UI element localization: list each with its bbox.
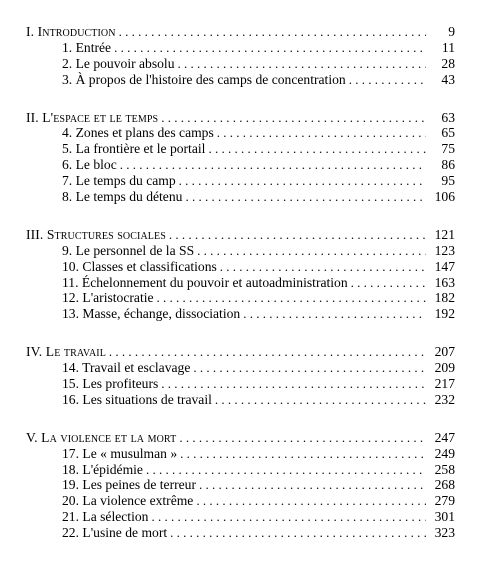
dot-leader: [109, 344, 426, 360]
dot-leader: [157, 290, 426, 306]
toc-chapter-entry: [26, 189, 455, 205]
page-number: 279: [434, 493, 455, 509]
dot-leader: [199, 477, 426, 493]
page-number: 43: [441, 71, 455, 87]
toc-chapter-entry: [26, 462, 455, 478]
toc-part-entry: [26, 110, 455, 126]
chapter-title: 4. Zones et plans des camps: [62, 125, 214, 141]
page-number: 75: [441, 141, 455, 157]
page-number: 147: [434, 258, 455, 274]
toc-chapter-entry: [26, 125, 455, 141]
page-number: 258: [434, 461, 455, 477]
dot-leader: [114, 40, 426, 56]
page-number: 249: [434, 445, 455, 461]
chapter-title: 13. Masse, échange, dissociation: [62, 306, 241, 322]
page-number: 65: [441, 125, 455, 141]
toc-chapter-entry: [26, 173, 455, 189]
dot-leader: [243, 306, 426, 322]
page-number: 86: [441, 157, 455, 173]
page-number: 163: [434, 274, 455, 290]
toc-part-entry: [26, 344, 455, 360]
chapter-title: 12. L'aristocratie: [62, 290, 154, 306]
page-number: 192: [434, 306, 455, 322]
chapter-title: 19. Les peines de terreur: [62, 477, 196, 493]
chapter-title: 22. L'usine de mort: [62, 525, 168, 541]
dot-leader: [119, 24, 426, 40]
dot-leader: [351, 275, 426, 291]
toc-section: [26, 227, 455, 322]
chapter-title: 3. À propos de l'histoire des camps de concentration: [62, 71, 346, 87]
chapter-title: 11. Échelonnement du pouvoir et autoadministration: [62, 274, 348, 290]
toc-chapter-entry: [26, 493, 455, 509]
dot-leader: [193, 360, 426, 376]
dot-leader: [197, 243, 426, 259]
page-number: 247: [434, 429, 455, 445]
page-number: 232: [434, 391, 455, 407]
chapter-title: 2. Le pouvoir absolu: [62, 55, 175, 71]
page-number: 9: [448, 24, 455, 39]
part-title: II. L'espace et le temps: [26, 109, 159, 125]
chapter-title: 21. La sélection: [62, 509, 149, 525]
page-number: 95: [441, 173, 455, 189]
page-number: 28: [441, 55, 455, 71]
page-number: 123: [434, 242, 455, 258]
chapter-title: 20. La violence extrême: [62, 493, 194, 509]
dot-leader: [179, 430, 426, 446]
page-number: 301: [434, 509, 455, 525]
dot-leader: [220, 259, 426, 275]
dot-leader: [185, 189, 426, 205]
chapter-title: 7. Le temps du camp: [62, 173, 176, 189]
toc-chapter-entry: [26, 141, 455, 157]
toc-chapter-entry: [26, 446, 455, 462]
toc-chapter-entry: [26, 275, 455, 291]
dot-leader: [151, 509, 426, 525]
page-number: 11: [441, 39, 455, 55]
toc-chapter-entry: [26, 392, 455, 408]
toc-section: [26, 430, 455, 541]
toc-chapter-entry: [26, 72, 455, 88]
dot-leader: [169, 227, 426, 243]
toc-section: [26, 110, 455, 205]
chapter-title: 16. Les situations de travail: [62, 391, 212, 407]
table-of-contents: [26, 24, 455, 563]
dot-leader: [161, 110, 426, 126]
page-number: 182: [434, 290, 455, 306]
page-number: 209: [434, 360, 455, 376]
page-number: 121: [434, 226, 455, 242]
toc-chapter-entry: [26, 243, 455, 259]
page-number: 323: [434, 525, 455, 541]
toc-chapter-entry: [26, 376, 455, 392]
chapter-title: 6. Le bloc: [62, 157, 117, 173]
dot-leader: [349, 72, 426, 88]
toc-part-entry: [26, 24, 455, 40]
dot-leader: [217, 125, 426, 141]
part-title: IV. Le travail: [26, 344, 106, 360]
toc-section: [26, 344, 455, 408]
chapter-title: 9. Le personnel de la SS: [62, 242, 195, 258]
toc-section: [26, 24, 455, 88]
toc-chapter-entry: [26, 157, 455, 173]
dot-leader: [208, 141, 426, 157]
toc-chapter-entry: [26, 306, 455, 322]
toc-chapter-entry: [26, 56, 455, 72]
dot-leader: [196, 493, 426, 509]
toc-chapter-entry: [26, 477, 455, 493]
toc-part-entry: [26, 430, 455, 446]
dot-leader: [170, 525, 426, 541]
chapter-title: 17. Le « musulman »: [62, 445, 178, 461]
part-title: V. La violence et la mort: [26, 429, 177, 445]
page-number: 268: [434, 477, 455, 493]
dot-leader: [146, 462, 426, 478]
chapter-title: 1. Entrée: [62, 39, 112, 55]
toc-chapter-entry: [26, 525, 455, 541]
toc-chapter-entry: [26, 290, 455, 306]
toc-chapter-entry: [26, 360, 455, 376]
dot-leader: [180, 446, 426, 462]
dot-leader: [120, 157, 426, 173]
chapter-title: 8. Le temps du détenu: [62, 189, 183, 205]
toc-part-entry: [26, 227, 455, 243]
chapter-title: 10. Classes et classifications: [62, 258, 217, 274]
page-number: 207: [434, 344, 455, 360]
dot-leader: [215, 392, 426, 408]
part-title: III. Structures sociales: [26, 226, 166, 242]
chapter-title: 15. Les profiteurs: [62, 376, 159, 392]
page-number: 106: [434, 189, 455, 205]
toc-chapter-entry: [26, 509, 455, 525]
part-title: I. Introduction: [26, 24, 116, 39]
toc-chapter-entry: [26, 259, 455, 275]
toc-chapter-entry: [26, 40, 455, 56]
dot-leader: [178, 56, 426, 72]
dot-leader: [161, 376, 426, 392]
chapter-title: 14. Travail et esclavage: [62, 360, 191, 376]
dot-leader: [179, 173, 426, 189]
chapter-title: 5. La frontière et le portail: [62, 141, 206, 157]
chapter-title: 18. L'épidémie: [62, 461, 143, 477]
page-number: 63: [441, 109, 455, 125]
page-number: 217: [434, 376, 455, 392]
